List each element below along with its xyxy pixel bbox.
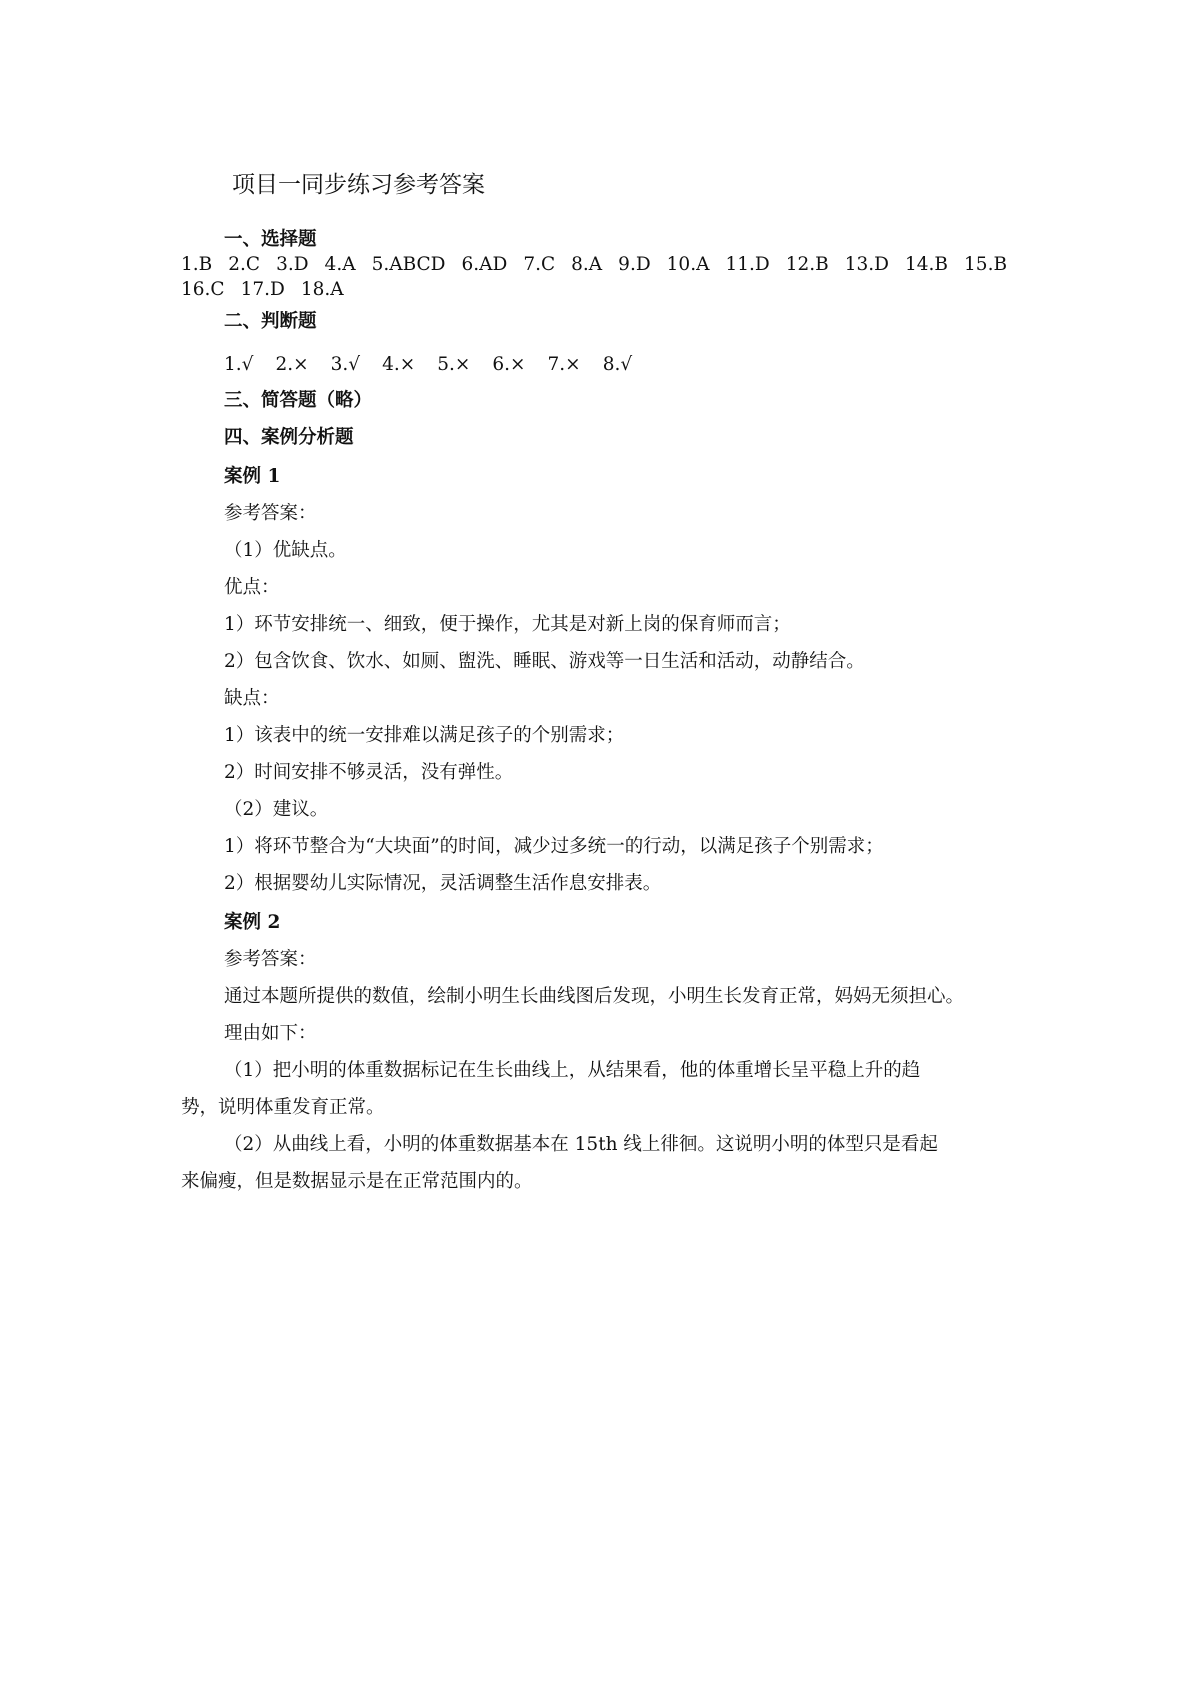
case-1-ref-label: 参考答案： (224, 503, 317, 524)
choice-answer: 7.C (523, 254, 556, 275)
choice-answer: 15.B (964, 254, 1008, 275)
section-heading-choice: 一、选择题 (224, 229, 317, 250)
choice-answer: 16.C (181, 279, 225, 300)
case-2-reason-1-line-2: 势，说明体重发育正常。 (181, 1097, 385, 1118)
choice-answers-row-2 (181, 277, 360, 303)
choice-answers-row-1 (181, 252, 1023, 278)
tf-answer: 6.× (492, 354, 526, 375)
case-1-pro-1: 1）环节安排统一、细致，便于操作，尤其是对新上岗的保育师而言； (224, 614, 791, 635)
section-heading-short-answer: 三、简答题（略） (224, 390, 373, 411)
case-1-part-2: （2）建议。 (224, 799, 329, 820)
choice-answer: 18.A (300, 279, 344, 300)
choice-answer: 5.ABCD (371, 254, 446, 275)
choice-answer: 11.D (725, 254, 770, 275)
case-2-heading: 案例 2 (224, 912, 281, 933)
choice-answer: 12.B (785, 254, 829, 275)
case-2-reason-2-line-1: （2）从曲线上看，小明的体重数据基本在 15th 线上徘徊。这说明小明的体型只是看起 (224, 1134, 938, 1155)
choice-answer: 6.AD (461, 254, 508, 275)
case-1-con-1: 1）该表中的统一安排难以满足孩子的个别需求； (224, 725, 625, 746)
tf-answer: 3.√ (330, 354, 361, 375)
case-2-reason-2-line-2: 来偏瘦，但是数据显示是在正常范围内的。 (181, 1171, 533, 1192)
case-1-suggestion-1: 1）将环节整合为“大块面”的时间，减少过多统一的行动，以满足孩子个别需求； (224, 836, 884, 857)
tf-answer: 8.√ (602, 354, 633, 375)
choice-answer: 13.D (844, 254, 889, 275)
tf-answer: 2.× (275, 354, 309, 375)
choice-answer: 10.A (666, 254, 710, 275)
case-2-intro: 通过本题所提供的数值，绘制小明生长曲线图后发现，小明生长发育正常，妈妈无须担心。 (224, 986, 965, 1007)
case-2-ref-label: 参考答案： (224, 949, 317, 970)
tf-answer: 4.× (382, 354, 416, 375)
choice-answer: 2.C (228, 254, 261, 275)
section-heading-true-false: 二、判断题 (224, 311, 317, 332)
case-1-cons-label: 缺点： (224, 688, 280, 709)
tf-answer: 5.× (437, 354, 471, 375)
document-title: 项目一同步练习参考答案 (232, 172, 485, 198)
case-1-heading: 案例 1 (224, 466, 281, 487)
case-1-con-2: 2）时间安排不够灵活，没有弹性。 (224, 762, 514, 783)
choice-answer: 17.D (240, 279, 285, 300)
choice-answer: 8.A (571, 254, 603, 275)
section-heading-case-analysis: 四、案例分析题 (224, 427, 354, 448)
case-1-part-1: （1）优缺点。 (224, 540, 347, 561)
case-2-reason-label: 理由如下： (224, 1023, 317, 1044)
choice-answer: 3.D (276, 254, 309, 275)
tf-answer: 7.× (547, 354, 581, 375)
case-1-pros-label: 优点： (224, 577, 280, 598)
tf-answer: 1.√ (224, 354, 254, 375)
case-1-pro-2: 2）包含饮食、饮水、如厕、盥洗、睡眠、游戏等一日生活和活动，动静结合。 (224, 651, 865, 672)
choice-answer: 9.D (618, 254, 651, 275)
choice-answer: 1.B (181, 254, 213, 275)
true-false-answers (224, 352, 654, 378)
choice-answer: 14.B (905, 254, 949, 275)
case-2-reason-1-line-1: （1）把小明的体重数据标记在生长曲线上，从结果看，他的体重增长呈平稳上升的趋 (224, 1060, 921, 1081)
choice-answer: 4.A (324, 254, 356, 275)
case-1-suggestion-2: 2）根据婴幼儿实际情况，灵活调整生活作息安排表。 (224, 873, 662, 894)
